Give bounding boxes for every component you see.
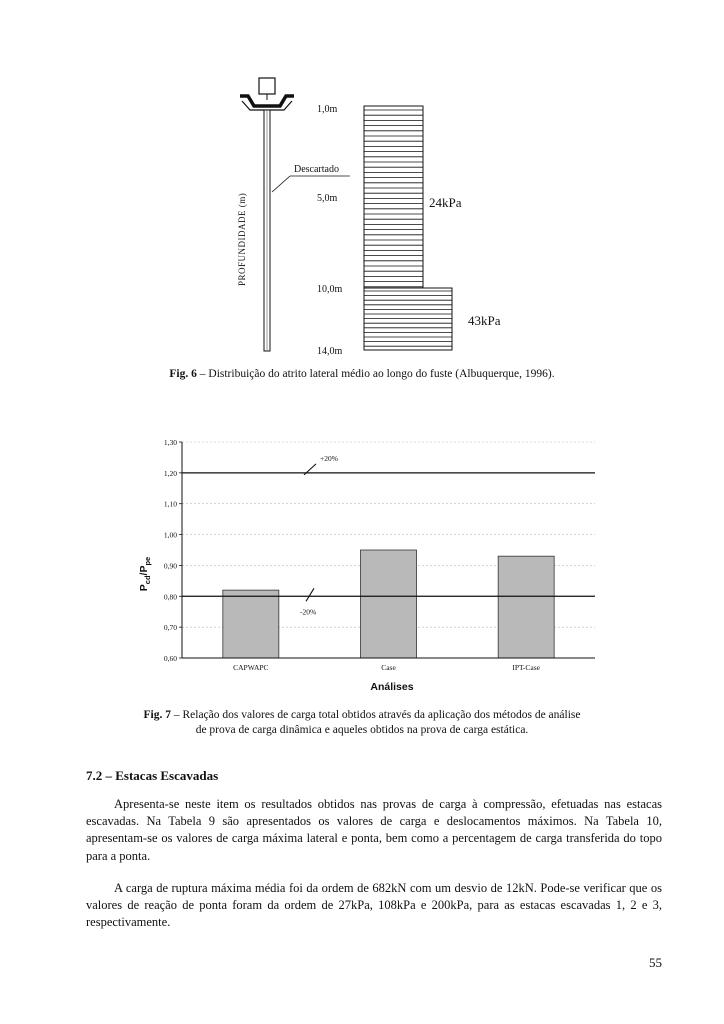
reference-arrow bbox=[306, 588, 314, 601]
x-category-label: IPT-Case bbox=[512, 663, 540, 672]
y-tick-label: 0,70 bbox=[163, 623, 177, 633]
chart-y-axis-label bbox=[138, 557, 152, 591]
figure-7-chart bbox=[130, 432, 610, 702]
figure-6-caption-text: – Distribuição do atrito lateral médio ao longo do fuste (Albuquerque, 1996). bbox=[196, 368, 555, 380]
figure-7-caption bbox=[0, 708, 724, 738]
y-label-p1: P bbox=[138, 584, 150, 592]
y-tick-label: 1,10 bbox=[163, 499, 177, 509]
y-tick-label: 0,80 bbox=[163, 592, 177, 602]
reference-line-label: -20% bbox=[300, 607, 317, 617]
figure-6-caption-label: Fig. 6 bbox=[169, 368, 197, 380]
chart-y-ticks bbox=[164, 438, 182, 663]
y-tick-label: 1,00 bbox=[163, 530, 177, 540]
paragraph-1-text: Apresenta-se neste item os resultados obtidos nas provas de carga à compressão, efetuadas nas estacas escavadas. Na Tabela 9 são apresentados os valores de carga e deslocamentos máximos. Na Tabela 10, apresentam-se os valores de carga máxima lateral e ponta, bem como a percentagem de carga transferida do topo para a ponta. bbox=[86, 797, 662, 863]
descartado-label: Descartado bbox=[294, 164, 339, 175]
friction-block-lower bbox=[364, 288, 452, 350]
chart-bars bbox=[223, 550, 554, 658]
descartado-annotation bbox=[272, 164, 350, 192]
paragraph-2-text: A carga de ruptura máxima média foi da ordem de 682kN com um desvio de 12kN. Pode-se verificar que os valores de reação de ponta foram da ordem de 27kPa, 108kPa e 200kPa, para as estacas escavadas 1, 2 e 3, respectivamente. bbox=[86, 881, 662, 930]
depth-label-1m: 1,0m bbox=[317, 104, 338, 115]
y-tick-label: 1,20 bbox=[163, 468, 177, 478]
figure-7-caption-label: Fig. 7 bbox=[143, 709, 171, 721]
section-heading: 7.2 – Estacas Escavadas bbox=[86, 768, 219, 783]
reference-line-label: +20% bbox=[320, 453, 338, 463]
x-category-label: Case bbox=[381, 663, 396, 672]
paragraph-2 bbox=[86, 880, 662, 932]
figure-7-caption-line2: de prova de carga dinâmica e aqueles obtidos na prova de carga estática. bbox=[195, 724, 529, 736]
depth-label-14m: 14,0m bbox=[317, 346, 343, 357]
chart-x-axis-label: Análises bbox=[370, 681, 414, 693]
figure-7-caption-text1: – Relação dos valores de carga total obtidos através da aplicação dos métodos de análise bbox=[170, 709, 581, 721]
y-label-sub2: pe bbox=[143, 556, 152, 566]
bar-case bbox=[361, 550, 417, 658]
y-label-sep: /P bbox=[138, 565, 150, 576]
y-tick-label: 1,30 bbox=[163, 438, 177, 447]
chart-categories bbox=[233, 663, 541, 672]
bar-ipt-case bbox=[498, 556, 554, 658]
y-label-sub1: cd bbox=[143, 575, 152, 585]
friction-label-43kpa: 43kPa bbox=[468, 313, 501, 328]
bar-capwapc bbox=[223, 590, 279, 658]
friction-label-24kpa: 24kPa bbox=[429, 195, 462, 210]
figure-6-caption bbox=[0, 367, 724, 382]
x-category-label: CAPWAPC bbox=[233, 663, 269, 672]
pile-head bbox=[240, 78, 294, 110]
page-number: 55 bbox=[649, 955, 662, 970]
pile-shaft bbox=[264, 110, 270, 351]
paragraph-1 bbox=[86, 796, 662, 865]
y-tick-label: 0,90 bbox=[163, 561, 177, 571]
axis-label: PROFUNDIDADE (m) bbox=[237, 192, 247, 286]
friction-block-upper bbox=[364, 106, 423, 288]
figure-7-caption-line1 bbox=[0, 708, 724, 723]
y-tick-label: 0,60 bbox=[163, 654, 177, 663]
figure-6-diagram bbox=[228, 74, 501, 359]
depth-label-5m: 5,0m bbox=[317, 193, 338, 204]
depth-label-10m: 10,0m bbox=[317, 284, 343, 295]
